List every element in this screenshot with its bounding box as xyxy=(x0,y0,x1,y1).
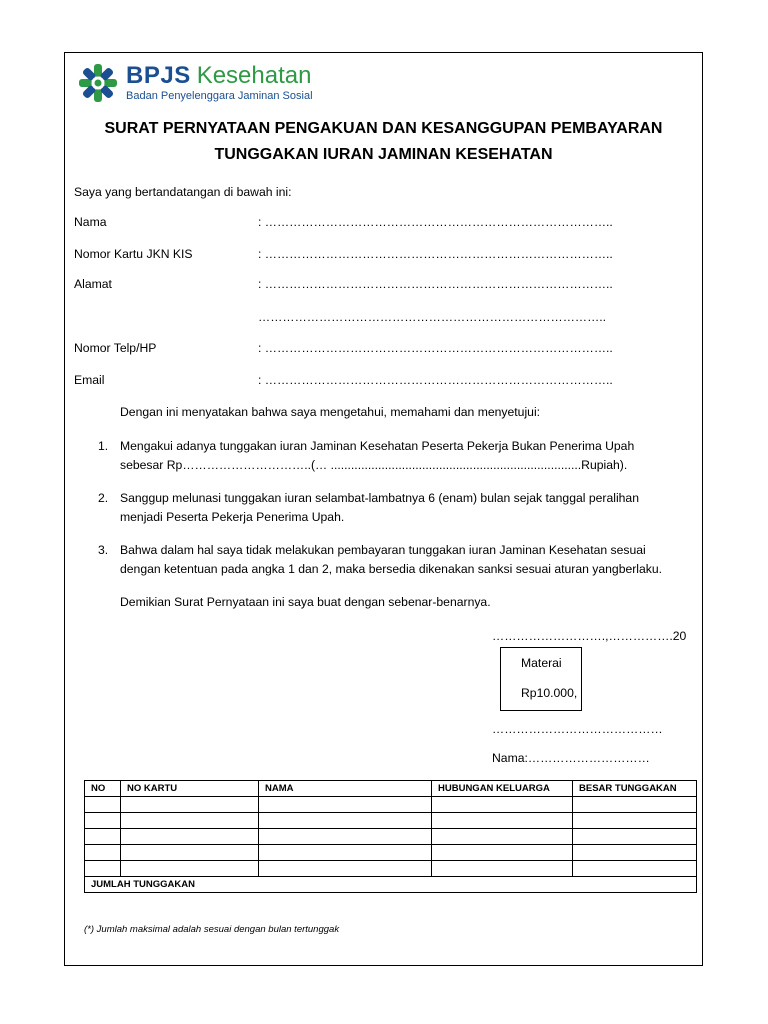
table-total-row xyxy=(85,877,697,893)
table-cell[interactable] xyxy=(259,797,432,813)
materai-box xyxy=(500,647,582,711)
point-1-line1: Mengakui adanya tunggakan iuran Jaminan Kesehatan Peserta Pekerja Bukan Penerima Upah xyxy=(120,439,635,453)
table-cell[interactable] xyxy=(85,861,121,877)
brand-kesehatan: Kesehatan xyxy=(196,62,312,89)
field-value-nama: : ………………………………………………………………………….. xyxy=(258,215,613,229)
materai-value: Rp10.000, xyxy=(521,686,578,700)
header-no-kartu: NO KARTU xyxy=(121,781,259,797)
field-value-kartu: : ………………………………………………………………………….. xyxy=(258,247,613,261)
brand-bpjs: BPJS xyxy=(126,62,191,89)
table-cell[interactable] xyxy=(259,813,432,829)
field-label-nama: Nama xyxy=(74,215,107,229)
table-row xyxy=(85,829,697,845)
point-1-number: 1. xyxy=(98,439,109,453)
table-cell[interactable] xyxy=(121,797,259,813)
table-row xyxy=(85,813,697,829)
header-nama: NAMA xyxy=(259,781,432,797)
materai-label: Materai xyxy=(521,656,562,670)
table-cell[interactable] xyxy=(573,829,697,845)
table-row xyxy=(85,861,697,877)
table-cell[interactable] xyxy=(85,845,121,861)
table-cell[interactable] xyxy=(573,861,697,877)
point-2-number: 2. xyxy=(98,491,109,505)
table-header-row xyxy=(85,781,697,797)
field-value-email: : ………………………………………………………………………….. xyxy=(258,373,613,387)
field-value-alamat: : ………………………………………………………………………….. xyxy=(258,277,613,291)
field-label-email: Email xyxy=(74,373,105,387)
table-row xyxy=(85,797,697,813)
bpjs-emblem-icon xyxy=(78,63,118,103)
table-cell[interactable] xyxy=(85,797,121,813)
field-value-alamat-2: ………………………………………………………………………….. xyxy=(258,310,607,324)
table-cell[interactable] xyxy=(85,813,121,829)
table-cell[interactable] xyxy=(432,829,573,845)
field-label-telp: Nomor Telp/HP xyxy=(74,341,157,355)
table-cell[interactable] xyxy=(259,845,432,861)
signature-line: …………………………………… xyxy=(492,722,663,736)
table-cell[interactable] xyxy=(85,829,121,845)
table-cell[interactable] xyxy=(573,813,697,829)
table-cell[interactable] xyxy=(121,829,259,845)
date-line: ……………………….,…………….20 xyxy=(492,629,687,643)
bpjs-logo xyxy=(78,62,313,104)
table-row xyxy=(85,845,697,861)
field-value-telp: : ………………………………………………………………………….. xyxy=(258,341,613,355)
closing-text: Demikian Surat Pernyataan ini saya buat dengan sebenar-benarnya. xyxy=(120,595,491,609)
table-cell[interactable] xyxy=(121,861,259,877)
header-no: NO xyxy=(85,781,121,797)
table-cell[interactable] xyxy=(432,813,573,829)
table-cell[interactable] xyxy=(432,861,573,877)
footnote: (*) Jumlah maksimal adalah sesuai dengan bulan tertunggak xyxy=(84,924,340,935)
point-1-line2: sebesar Rp…………………………..(… ..........................................................................Rupiah). xyxy=(120,458,628,472)
name-line: Nama:………………………… xyxy=(492,751,650,765)
point-2-line1: Sanggup melunasi tunggakan iuran selambat-lambatnya 6 (enam) bulan sejak tanggal peralihan xyxy=(120,491,639,505)
table-cell[interactable] xyxy=(121,813,259,829)
table-cell[interactable] xyxy=(259,829,432,845)
table-cell[interactable] xyxy=(573,845,697,861)
point-3-line1: Bahwa dalam hal saya tidak melakukan pembayaran tunggakan iuran Jaminan Kesehatan sesuai xyxy=(120,543,646,557)
field-label-kartu: Nomor Kartu JKN KIS xyxy=(74,247,193,261)
table-cell[interactable] xyxy=(432,845,573,861)
point-3-line2: dengan ketentuan pada angka 1 dan 2, maka bersedia dikenakan sanksi sesuai aturan yangberlaku. xyxy=(120,562,663,576)
table-cell[interactable] xyxy=(432,797,573,813)
tunggakan-table xyxy=(84,780,697,893)
statement-intro: Dengan ini menyatakan bahwa saya mengetahui, memahami dan menyetujui: xyxy=(120,405,541,419)
intro-text: Saya yang bertandatangan di bawah ini: xyxy=(74,185,292,199)
table-cell[interactable] xyxy=(573,797,697,813)
document-title-line1: SURAT PERNYATAAN PENGAKUAN DAN KESANGGUPAN PEMBAYARAN xyxy=(104,120,663,137)
header-besar-tunggakan: BESAR TUNGGAKAN xyxy=(573,781,697,797)
brand-subtitle: Badan Penyelenggara Jaminan Sosial xyxy=(126,90,313,102)
field-label-alamat: Alamat xyxy=(74,277,112,291)
table-cell[interactable] xyxy=(259,861,432,877)
point-3-number: 3. xyxy=(98,543,109,557)
table-cell[interactable] xyxy=(121,845,259,861)
total-label: JUMLAH TUNGGAKAN xyxy=(85,877,697,893)
point-2-line2: menjadi Peserta Pekerja Penerima Upah. xyxy=(120,510,345,524)
header-hubungan-keluarga: HUBUNGAN KELUARGA xyxy=(432,781,573,797)
document-title-line2: TUNGGAKAN IURAN JAMINAN KESEHATAN xyxy=(214,146,553,163)
